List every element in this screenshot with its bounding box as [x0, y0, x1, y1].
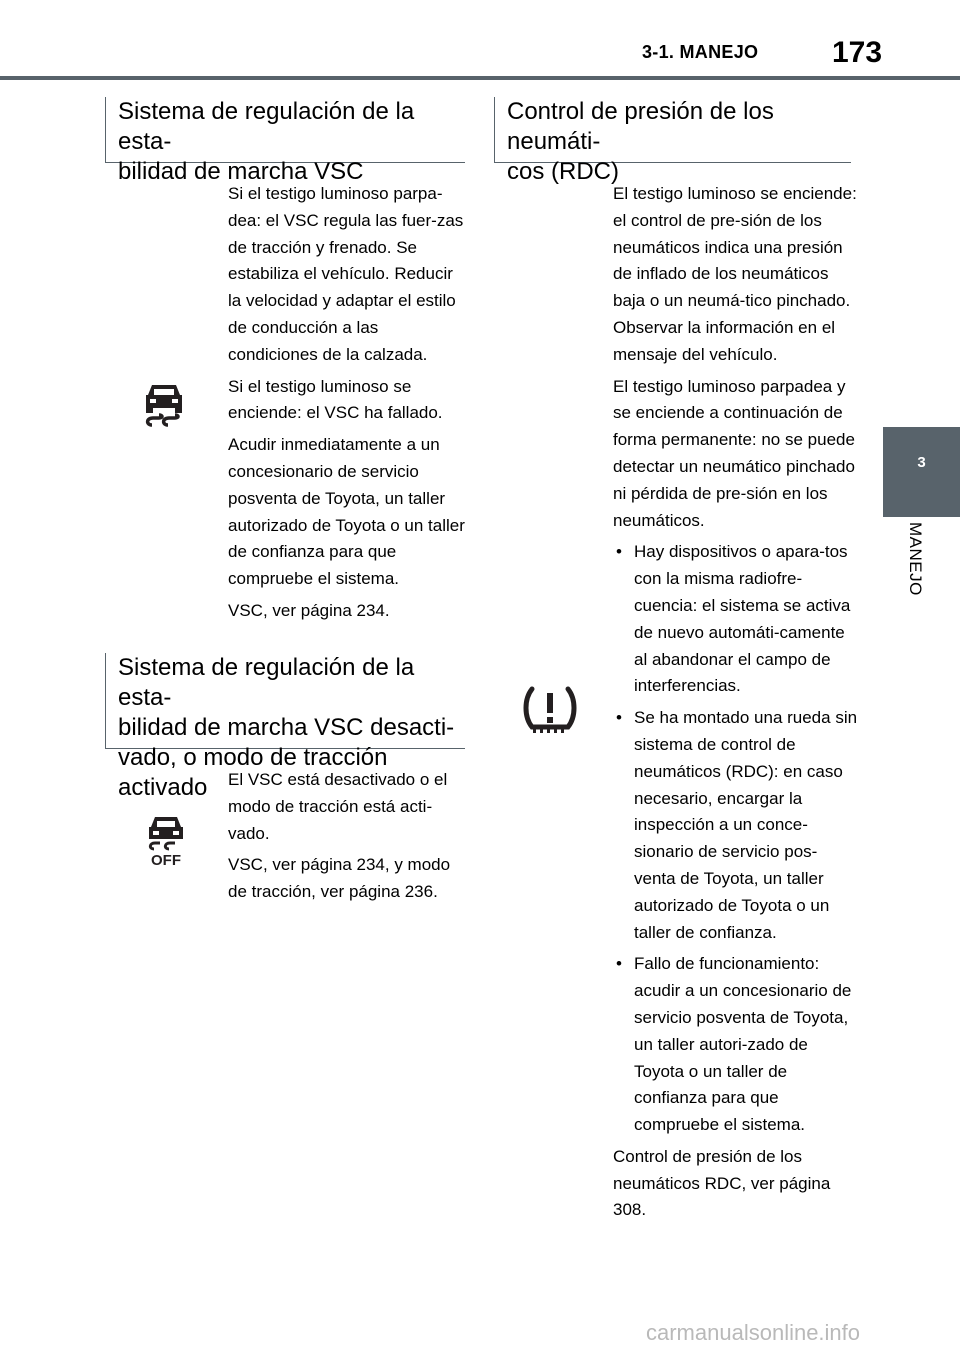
- chapter-label: MANEJO: [906, 522, 925, 596]
- paragraph: VSC, ver página 234, y modo de tracción, ver página 236.: [228, 855, 451, 902]
- heading-line: Control de presión de los neumáti-: [507, 98, 774, 155]
- tire-pressure-warning-icon: [520, 683, 580, 735]
- page-number: 173: [832, 36, 883, 69]
- paragraph: El testigo luminoso se enciende: el control de pre-sión de los neumáticos indica una presión de inflado de los neumáticos baja o un neumá-tico pinchado. Observar la información en el mensaje del vehículo.: [613, 184, 857, 364]
- rdc-description: [613, 181, 858, 1229]
- paragraph: Si el testigo luminoso parpa-dea: el VSC regula las fuer-zas de tracción y frenado. Se estabiliza el vehículo. Reducir la velocidad y adaptar el estilo de conducción a las condiciones de la calzada.: [228, 184, 464, 364]
- bullet-list: [613, 539, 858, 1139]
- paragraph: VSC, ver página 234.: [228, 600, 390, 620]
- off-label: OFF: [151, 852, 181, 867]
- watermark: carmanualsonline.info: [646, 1320, 861, 1345]
- chapter-number: 3: [917, 454, 926, 471]
- list-item: • Se ha montado una rueda sin sistema de control de neumáticos (RDC): en caso necesario, encargar la inspección a un conce-sionario de servicio pos-venta de Toyota, un taller autorizado de Toyota o un taller de confianza.: [613, 705, 858, 946]
- vsc-off-description: [228, 767, 468, 911]
- chapter-tab: [883, 427, 960, 517]
- vsc-off-icon: [146, 815, 186, 867]
- paragraph: El VSC está desactivado o el modo de tracción está acti-vado.: [228, 770, 448, 843]
- section-heading-vsc-off: [105, 653, 465, 801]
- paragraph: El testigo luminoso parpadea y se enciende a continuación de forma permanente: no se puede detectar un neumático pinchado ni pérdida de pre-sión en los neumáticos.: [613, 376, 855, 530]
- section-heading-vsc: [105, 97, 465, 185]
- list-item: • Hay dispositivos o apara-tos con la misma radiofre-cuencia: el sistema se activa de nuevo automáti-camente al abandonar el campo de interferencias.: [613, 539, 858, 700]
- heading-line: Sistema de regulación de la esta-: [118, 98, 415, 155]
- paragraph: Control de presión de los neumáticos RDC, ver página 308.: [613, 1146, 831, 1220]
- header-rule: [0, 76, 960, 80]
- section-title: 3-1. MANEJO: [642, 42, 759, 62]
- heading-line: vado, o modo de tracción activado: [118, 744, 388, 801]
- heading-line: cos (RDC): [507, 158, 619, 185]
- paragraph: Acudir inmediatamente a un concesionario de servicio posventa de Toyota, un taller autorizado de Toyota o un taller de confianza para que compruebe el sistema.: [228, 435, 465, 589]
- list-item: • Fallo de funcionamiento: acudir a un concesionario de servicio posventa de Toyota, un taller autori-zado de Toyota o un taller de confianza para que compruebe el sistema.: [613, 951, 858, 1139]
- heading-line: Sistema de regulación de la esta-: [118, 654, 415, 711]
- paragraph: Si el testigo luminoso se enciende: el VSC ha fallado.: [228, 376, 443, 423]
- heading-line: bilidad de marcha VSC: [118, 158, 364, 185]
- vsc-warning-icon: [142, 381, 186, 431]
- heading-line: bilidad de marcha VSC desacti-: [118, 714, 455, 741]
- vsc-description: [228, 181, 468, 630]
- section-heading-rdc: [494, 97, 851, 185]
